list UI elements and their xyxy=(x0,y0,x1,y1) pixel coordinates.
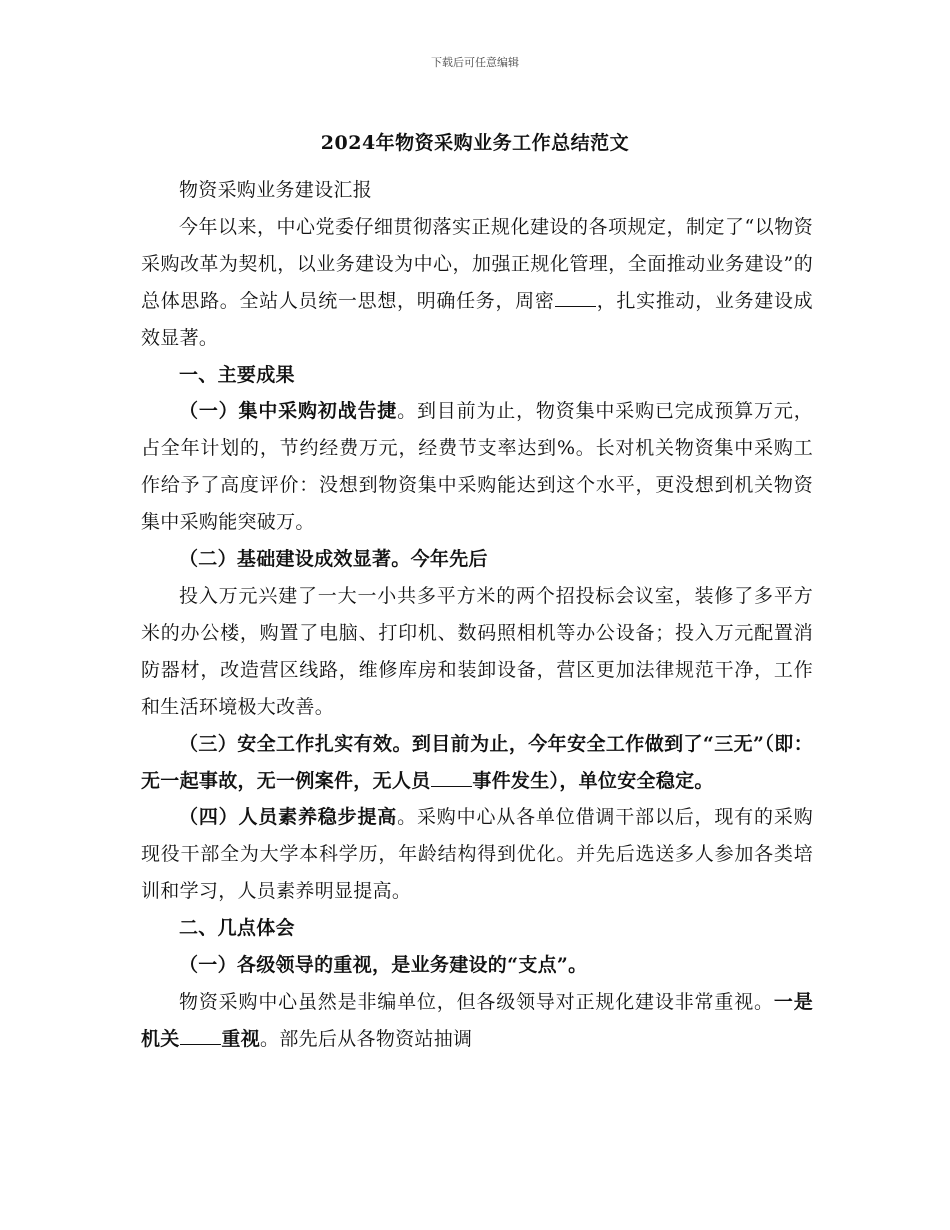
paragraph-text: 投入万元兴建了一大一小共多平方米的两个招投标会议室，装修了多平方米的办公楼，购置了电脑、打印机、数码照相机等办公设备；投入万元配置消防器材，改造营区线路，维修库房和装卸设备，营区更加法律规范干净，工作和生活环境极大改善。 xyxy=(141,584,813,718)
paragraph-result-3 xyxy=(141,726,813,800)
paragraph-lead: （四）人员素养稳步提高 xyxy=(179,806,398,829)
paragraph-intro xyxy=(141,209,813,357)
paragraph-lead: （三）安全工作扎实有效。到目前为止，今年安全工作做到了“三无”（即：无一起事故，无一例案件，无人员 xyxy=(141,732,813,792)
paragraph-text: 物资采购中心虽然是非编单位，但各级领导对正规化建设非常重视。 xyxy=(179,990,774,1013)
paragraph-subtitle xyxy=(141,172,813,209)
section-heading-main-results xyxy=(141,357,813,394)
paragraph-text: 。部先后从各物资站抽调 xyxy=(260,1027,473,1050)
paragraph-result-4 xyxy=(141,799,813,910)
paragraph-experience-1-body xyxy=(141,984,813,1058)
fill-blank xyxy=(180,1027,222,1045)
paragraph-lead: （一）各级领导的重视，是业务建设的“支点”。 xyxy=(179,954,588,977)
paragraph-lead: （一）集中采购初战告捷 xyxy=(179,400,398,423)
paragraph-text: 。采购中心从各单位借调干部以后，现有的采购现役干部全为大学本科学历，年龄结构得到优化。并先后选送多人参加各类培训和学习，人员素养明显提高。 xyxy=(141,806,813,903)
paragraph-result-1 xyxy=(141,393,813,541)
paragraph-lead: 重视 xyxy=(221,1027,261,1050)
paragraph-text: ，扎实推动，业务建设成效显著。 xyxy=(141,289,813,349)
paragraph-result-2-body xyxy=(141,578,813,726)
paragraph-experience-1-heading xyxy=(141,947,813,984)
paragraph-lead: （二）基础建设成效显著。今年先后 xyxy=(179,548,488,571)
paragraph-text: 。到目前为止，物资集中采购已完成预算万元，占全年计划的，节约经费万元，经费节支率达到%。长对机关物资集中采购工作给予了高度评价：没想到物资集中采购能达到这个水平，更没想到机关物资集中采购能突破万。 xyxy=(141,400,813,534)
paragraph-lead: 一是机关 xyxy=(141,990,813,1050)
document-title: 2024年物资采购业务工作总结范文 xyxy=(320,132,630,154)
paragraph-result-2-heading xyxy=(141,541,813,578)
paragraph-text: 物资采购业务建设汇报 xyxy=(179,179,373,201)
fill-blank xyxy=(431,768,473,786)
section-heading-experience xyxy=(141,910,813,947)
page-header-note: 下载后可任意编辑 xyxy=(431,56,519,69)
heading-text: 二、几点体会 xyxy=(179,917,295,940)
paragraph-text: 今年以来，中心党委仔细贯彻落实正规化建设的各项规定，制定了“以物资采购改革为契机，以业务建设为中心，加强正规化管理，全面推动业务建设”的总体思路。全站人员统一思想，明确任务，周密 xyxy=(141,215,813,312)
heading-text: 一、主要成果 xyxy=(179,363,295,386)
fill-blank xyxy=(555,289,597,307)
paragraph-text: 事件发生），单位安全稳定。 xyxy=(472,769,714,792)
document-body xyxy=(141,172,813,1058)
